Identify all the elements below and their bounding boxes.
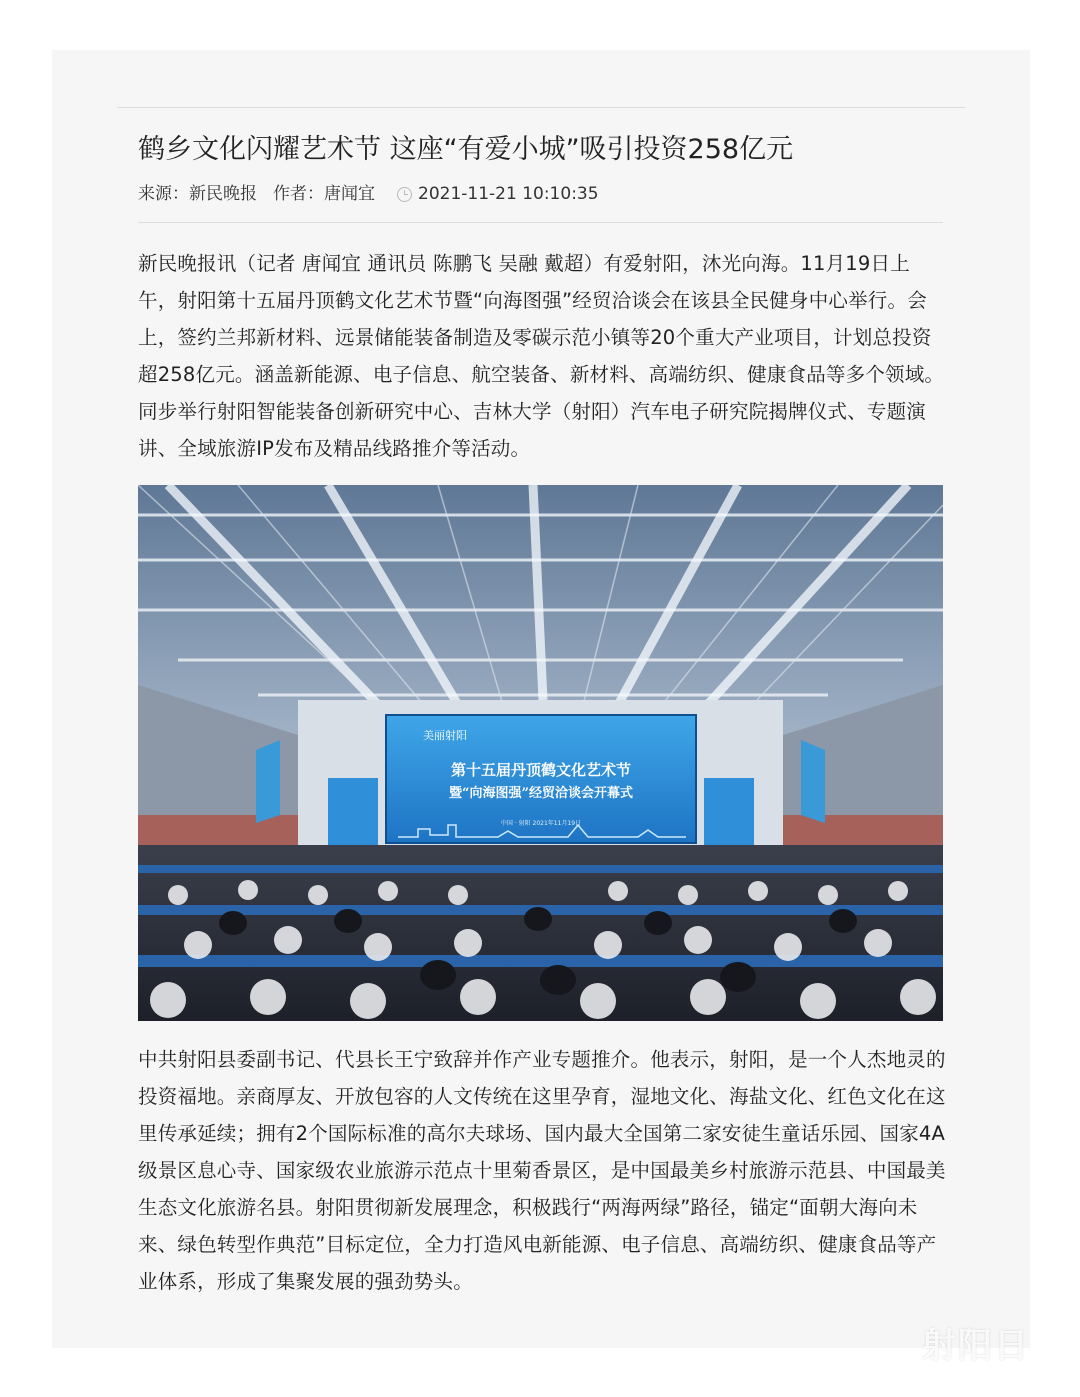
top-divider <box>117 107 965 108</box>
watermark-logo: 射阳日 <box>922 1326 1030 1366</box>
meta-divider <box>138 222 943 223</box>
screen-footer: 中国 · 射阳 2021年11月19日 <box>500 820 582 827</box>
publish-datetime: 2021-11-21 10:10:35 <box>418 184 599 204</box>
event-photo <box>138 485 943 1021</box>
source-label: 来源：新民晚报 <box>138 184 257 204</box>
article-meta <box>138 180 943 208</box>
author-label: 作者：唐闻宜 <box>273 184 375 204</box>
screen-title-line-1: 第十五届丹顶鹤文化艺术节 <box>450 761 632 779</box>
clock-icon <box>397 187 412 202</box>
screen-title-line-2: 暨“向海图强”经贸洽谈会开幕式 <box>449 786 633 801</box>
screen-logo: 美丽射阳 <box>423 729 467 742</box>
article-paragraph-1: 新民晚报讯（记者 唐闻宜 通讯员 陈鹏飞 吴融 戴超）有爱射阳，沐光向海。11月19日上午，射阳第十五届丹顶鹤文化艺术节暨“向海图强”经贸洽谈会在该县全民健身中心举行。会上，签约兰邦新材料、远景储能装备制造及零碳示范小镇等20个重大产业项目，计划总投资超258亿元。涵盖新能源、电子信息、航空装备、新材料、高端纺织、健康食品等多个领域。同步举行射阳智能装备创新研究中心、吉林大学（射阳）汽车电子研究院揭牌仪式、专题演讲、全域旅游IP发布及精品线路推介等活动。 <box>138 252 945 460</box>
article-paragraph-2: 中共射阳县委副书记、代县长王宁致辞并作产业专题推介。他表示，射阳，是一个人杰地灵的投资福地。亲商厚友、开放包容的人文传统在这里孕育，湿地文化、海盐文化、红色文化在这里传承延续；拥有2个国际标准的高尔夫球场、国内最大全国第二家安徒生童话乐园、国家4A级景区息心寺、国家级农业旅游示范点十里菊香景区，是中国最美乡村旅游示范县、中国最美生态文化旅游名县。射阳贯彻新发展理念，积极践行“两海两绿”路径，锚定“面朝大海向未来、绿色转型作典范”目标定位，全力打造风电新能源、电子信息、高端纺织、健康食品等产业体系，形成了集聚发展的强劲势头。 <box>138 1048 946 1293</box>
article-title: 鹤乡文化闪耀艺术节 这座“有爱小城”吸引投资258亿元 <box>138 134 794 165</box>
